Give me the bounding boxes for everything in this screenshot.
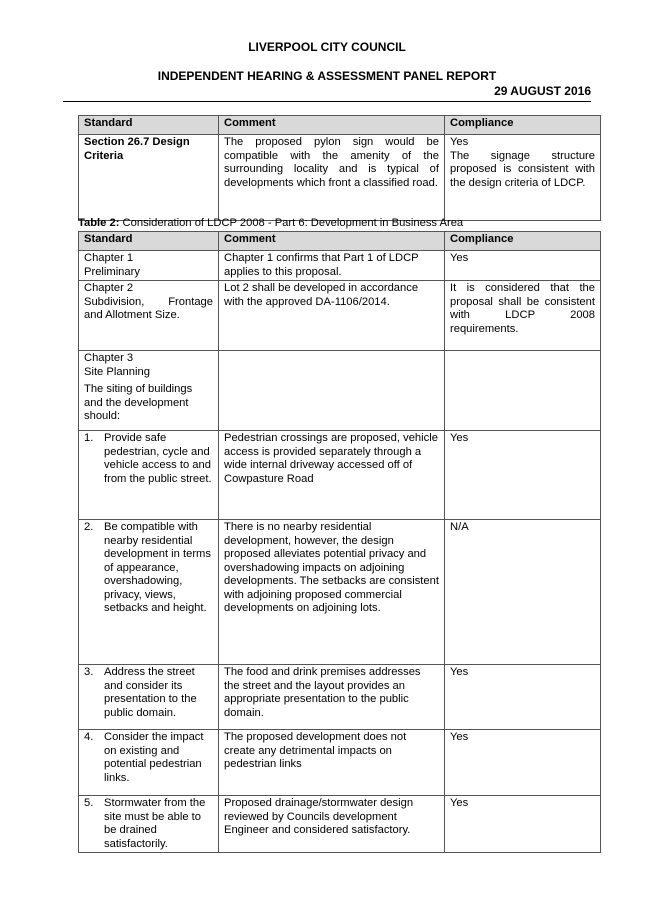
compliance-cell: Yes	[445, 796, 601, 853]
column-header-compliance: Compliance	[445, 116, 601, 135]
table-header-row	[79, 232, 601, 251]
caption-label: Table 2:	[78, 217, 120, 229]
comment-cell: Pedestrian crossings are proposed, vehicle access is provided separately through a wide internal driveway accessed off of Cowpasture Road	[219, 431, 445, 520]
compliance-cell: It is considered that the proposal shall be consistent with LDCP 2008 requirements.	[445, 281, 601, 351]
item-number: 5.	[84, 797, 94, 809]
standard-cell	[79, 665, 219, 730]
comment-cell: The food and drink premises addresses the street and the layout provides an appropriate presentation to the public domain.	[219, 665, 445, 730]
table-row	[79, 135, 601, 221]
chapter-number: Chapter 1	[84, 252, 134, 264]
compliance-cell	[445, 135, 601, 221]
table-row	[79, 520, 601, 665]
compliance-cell: Yes	[445, 665, 601, 730]
comment-cell: Proposed drainage/stormwater design reviewed by Councils development Engineer and considered satisfactory.	[219, 796, 445, 853]
standard-cell	[79, 796, 219, 853]
comment-cell: The proposed development does not create any detrimental impacts on pedestrian links	[219, 730, 445, 796]
comment-cell: Lot 2 shall be developed in accordance with the approved DA-1106/2014.	[219, 281, 445, 351]
standard-cell	[79, 251, 219, 281]
table-row	[79, 351, 601, 431]
caption-text: Consideration of LDCP 2008 - Part 6: Development in Business Area	[119, 217, 464, 229]
table-caption	[78, 217, 463, 229]
comment-cell: Chapter 1 confirms that Part 1 of LDCP applies to this proposal.	[219, 251, 445, 281]
compliance-value: Yes	[450, 136, 469, 148]
compliance-cell	[445, 351, 601, 431]
compliance-cell: Yes	[445, 730, 601, 796]
item-text: Be compatible with nearby residential development in terms of appearance, overshadowing, privacy, views, setbacks and height.	[104, 521, 211, 614]
table-row	[79, 730, 601, 796]
standard-cell	[79, 281, 219, 351]
column-header-comment: Comment	[219, 116, 445, 135]
chapter-intro: The siting of buildings and the development should:	[84, 383, 193, 422]
column-header-standard: Standard	[79, 116, 219, 135]
item-number: 3.	[84, 666, 94, 678]
item-text: Provide safe pedestrian, cycle and vehicle access to and from the public street.	[104, 432, 212, 485]
item-number: 1.	[84, 432, 94, 444]
chapter-title: Subdivision, Frontage and Allotment Size.	[84, 295, 213, 321]
table-row	[79, 796, 601, 853]
standard-cell	[79, 431, 219, 520]
comment-cell	[219, 351, 445, 431]
standard-cell: Section 26.7 Design Criteria	[79, 135, 219, 221]
report-date: 29 AUGUST 2016	[494, 84, 591, 98]
item-text: Address the street and consider its presentation to the public domain.	[104, 666, 197, 719]
table-row	[79, 665, 601, 730]
table-row	[79, 431, 601, 520]
compliance-cell: N/A	[445, 520, 601, 665]
compliance-cell: Yes	[445, 431, 601, 520]
compliance-note: The signage structure proposed is consistent with the design criteria of LDCP.	[450, 149, 595, 189]
compliance-cell: Yes	[445, 251, 601, 281]
table-row	[79, 281, 601, 351]
column-header-compliance: Compliance	[445, 232, 601, 251]
item-number: 4.	[84, 731, 94, 743]
column-header-comment: Comment	[219, 232, 445, 251]
item-text: Consider the impact on existing and potential pedestrian links.	[104, 731, 204, 784]
standard-cell	[79, 520, 219, 665]
header-rule	[63, 101, 591, 102]
chapter-title: Preliminary	[84, 265, 140, 278]
standard-cell	[79, 730, 219, 796]
chapter-title: Site Planning	[84, 365, 150, 378]
table-row	[79, 251, 601, 281]
report-title: INDEPENDENT HEARING & ASSESSMENT PANEL REPORT	[157, 69, 497, 83]
table-header-row	[79, 116, 601, 135]
column-header-standard: Standard	[79, 232, 219, 251]
design-criteria-table	[78, 115, 601, 221]
chapter-number: Chapter 3	[84, 352, 134, 364]
comment-cell: The proposed pylon sign would be compatible with the amenity of the surrounding locality and is typical of developments which front a classified road.	[219, 135, 445, 221]
item-text: Stormwater from the site must be able to be drained satisfactorily.	[104, 797, 206, 850]
chapter-number: Chapter 2	[84, 282, 134, 294]
comment-cell: There is no nearby residential development, however, the design proposed alleviates potential privacy and overshadowing impacts on adjoining developments. The setbacks are consistent with adjoining proposed commercial developments on adjoining lots.	[219, 520, 445, 665]
standard-cell	[79, 351, 219, 431]
item-number: 2.	[84, 521, 94, 533]
ldcp-table	[78, 231, 601, 853]
council-name: LIVERPOOL CITY COUNCIL	[248, 40, 406, 54]
